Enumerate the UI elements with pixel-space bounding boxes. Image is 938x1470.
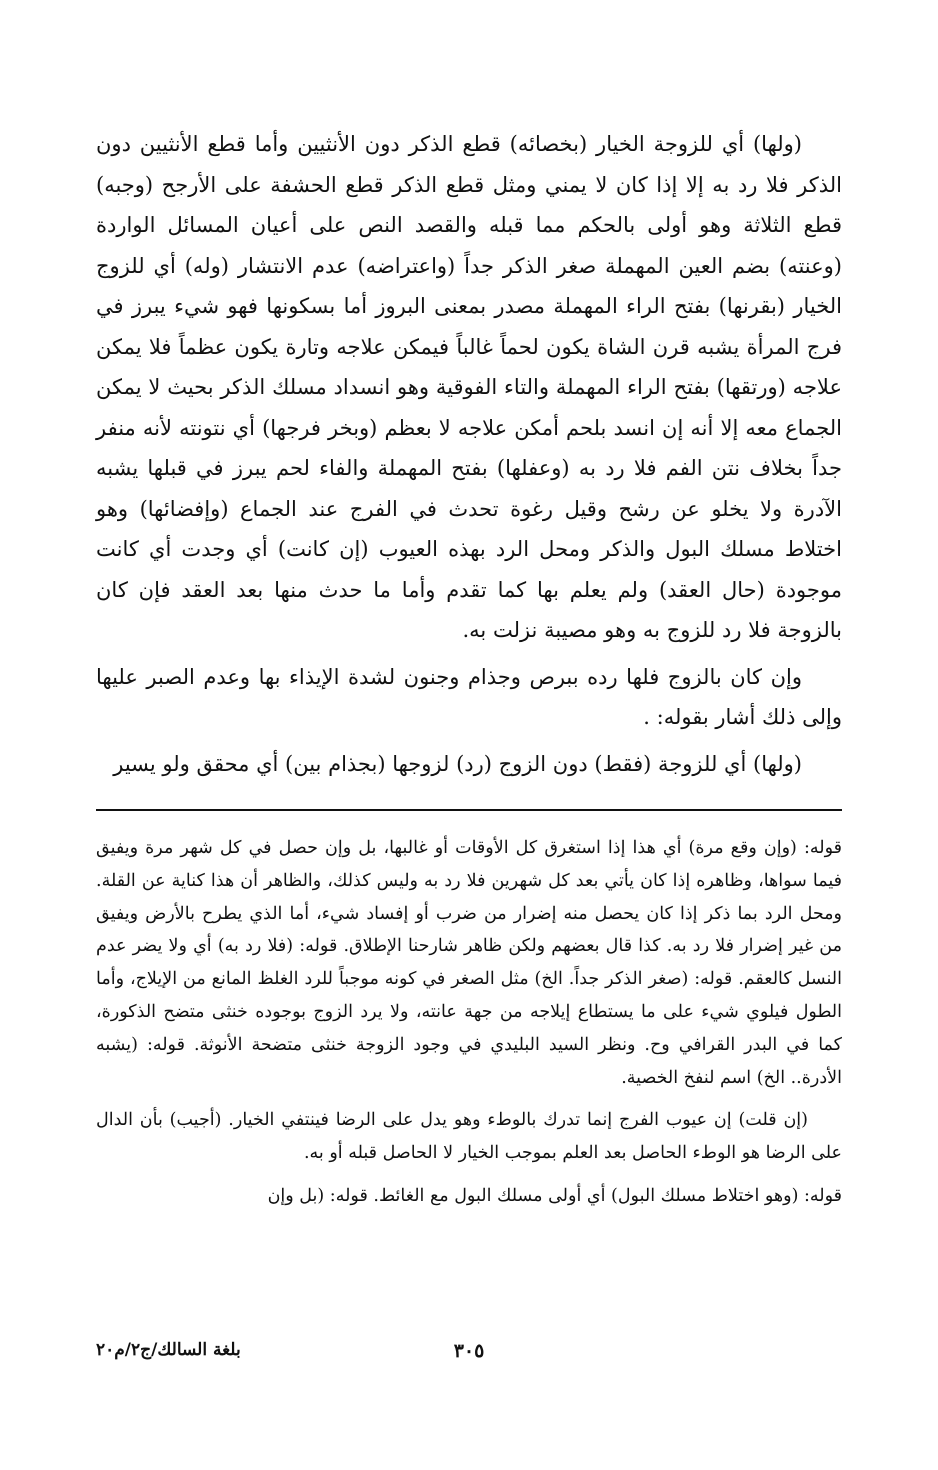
main-text — [96, 124, 842, 784]
main-paragraph-1: (ولها) أي للزوجة الخيار (بخصائه) قطع الذكر دون الأنثيين وأما قطع الأنثيين دون الذكر فلا رد به إلا إذا كان لا يمني ومثل قطع الذكر قطع الحشفة على الأرجح (وجبه) قطع الثلاثة وهو أولى بالحكم مما قبله والقصد النص على أعيان المسائل الواردة (وعنته) بضم العين المهملة صغر الذكر جداً (واعتراضه) عدم الانتشار (وله) أي للزوج الخيار (بقرنها) بفتح الراء المهملة مصدر بمعنى البروز أما بسكونها فهو شيء يبرز في فرج المرأة يشبه قرن الشاة يكون لحماً غالباً فيمكن علاجه وتارة يكون عظماً فلا يمكن علاجه (ورتقها) بفتح الراء المهملة والتاء الفوقية وهو انسداد مسلك الذكر بحيث لا يمكن الجماع معه إلا أنه إن انسد بلحم أمكن علاجه لا بعظم (وبخر فرجها) أي نتونته لأنه منفر جداً بخلاف نتن الفم فلا رد به (وعفلها) بفتح المهملة والفاء لحم يبرز في قبلها يشبه الآدرة ولا يخلو عن رشح وقيل رغوة تحدث في الفرج عند الجماع (وإفضائها) وهو اختلاط مسلك البول والذكر ومحل الرد بهذه العيوب (إن كانت) أي وجدت أي كانت موجودة (حال العقد) ولم يعلم بها كما تقدم وأما ما حدث منها بعد العقد فإن كان بالزوجة فلا رد للزوج به وهو مصيبة نزلت به. — [96, 132, 842, 642]
main-paragraph-3: (ولها) أي للزوجة (فقط) دون الزوج (رد) لزوجها (بجذام بين) أي محقق ولو يسير — [113, 751, 802, 776]
book-signature: بلغة السالك/ج٢/م٢٠ — [96, 1340, 241, 1360]
footnote-paragraph-3: قوله: (وهو اختلاط مسلك البول) أي أولى مسلك البول مع الغائط. قوله: (بل وإن — [267, 1185, 842, 1206]
page-footer — [96, 1340, 842, 1374]
main-paragraph-2: وإن كان بالزوج فلها رده ببرص وجذام وجنون لشدة الإيذاء بها وعدم الصبر عليها وإلى ذلك أشار بقوله: . — [96, 664, 842, 729]
footnote-paragraph-1: قوله: (وإن وقع مرة) أي هذا إذا استغرق كل الأوقات أو غالبها، بل وإن حصل في كل شهر مرة ويفيق فيما سواها، وظاهره إذا كان يأتي بعد كل شهرين فلا رد به وليس كذلك، والظاهر أن هذا كناية عن القلة. ومحل الرد بما ذكر إذا كان يحصل منه إضرار من ضرب أو إفساد شيء، أما الذي يطرح بالأرض ويفيق من غير إضرار فلا رد به. كذا قال بعضهم ولكن ظاهر شارحنا الإطلاق. قوله: (فلا رد به) أي ولا يضر عدم النسل كالعقم. قوله: (صغر الذكر جداً. الخ) مثل الصغر في كونه موجباً للرد الغلظ المانع من الإيلاج، وأما الطول فيلوي شيء على ما يستطاع إيلاجه من جهة عانته، ولا يرد الزوج بوجوده خنثى متضح الذكورة، كما في البدر القرافي وح. ونظر السيد البليدي في وجود الزوجة خنثى متضحة الأنوثة. قوله: (يشبه الأدرة.. الخ) اسم لنفخ الخصية. — [96, 838, 843, 1088]
page-number: ٣٠٥ — [453, 1340, 485, 1362]
footnotes — [96, 832, 842, 1213]
footnote-paragraph-2: (إن قلت) إن عيوب الفرج إنما تدرك بالوطء وهو يدل على الرضا فينتفي الخيار. (أجيب) بأن الدال على الرضا هو الوطء الحاصل بعد العلم بموجب الخيار لا الحاصل قبله أو به. — [96, 1110, 842, 1164]
footnote-divider — [96, 809, 842, 811]
